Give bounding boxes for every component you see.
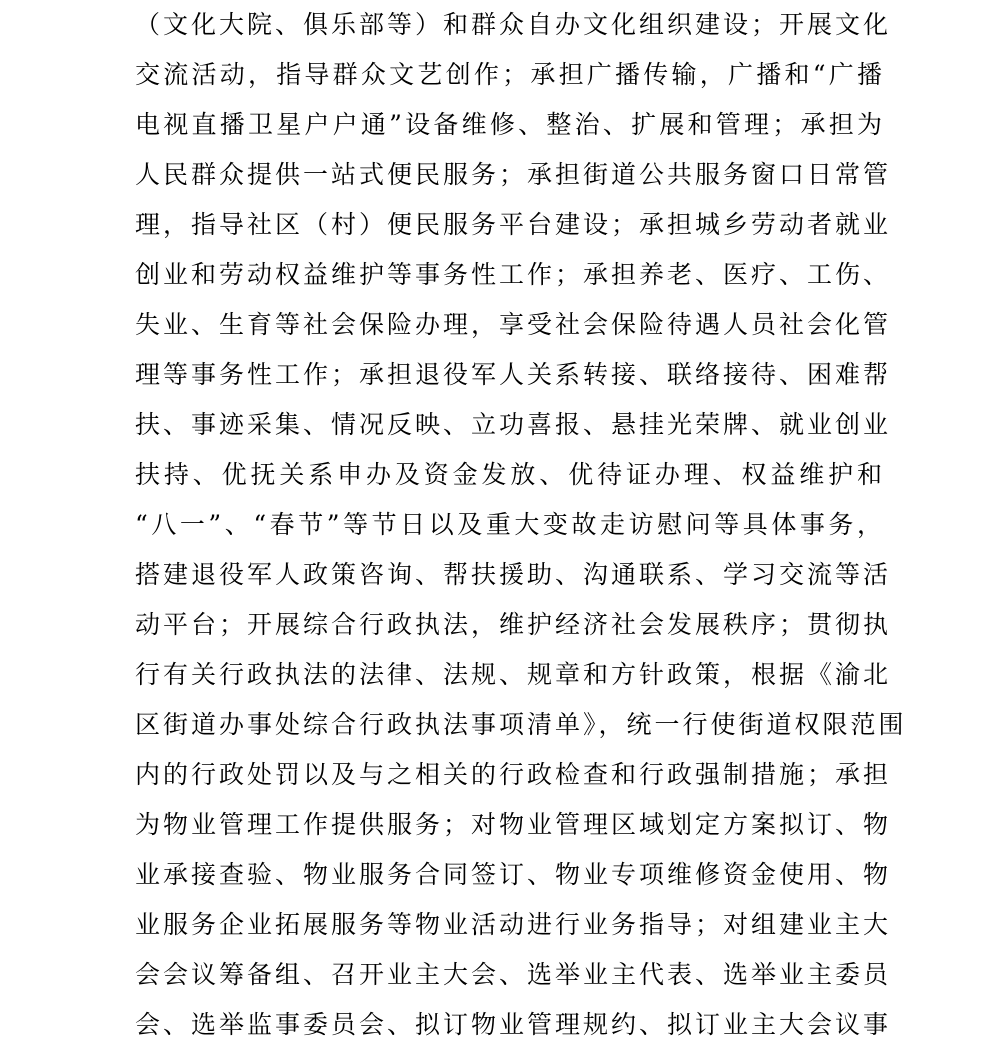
paragraph-line: 为物业管理工作提供服务；对物业管理区域划定方案拟订、物: [135, 810, 892, 839]
paragraph-line: 业承接查验、物业服务合同签订、物业专项维修资金使用、物: [135, 860, 892, 889]
paragraph-line: 业服务企业拓展服务等物业活动进行业务指导；对组建业主大: [135, 910, 892, 939]
paragraph-line: 搭建退役军人政策咨询、帮扶援助、沟通联系、学习交流等活: [135, 560, 892, 589]
paragraph-line: 交流活动，指导群众文艺创作；承担广播传输，广播和“广播: [135, 60, 885, 89]
paragraph-line: 创业和劳动权益维护等事务性工作；承担养老、医疗、工伤、: [135, 260, 892, 289]
paragraph-line: 失业、生育等社会保险办理，享受社会保险待遇人员社会化管: [135, 310, 892, 339]
paragraph-line: 行有关行政执法的法律、法规、规章和方针政策，根据《渝北: [135, 660, 892, 689]
paragraph-line: 理，指导社区（村）便民服务平台建设；承担城乡劳动者就业: [135, 210, 892, 239]
paragraph-line: 理等事务性工作；承担退役军人关系转接、联络接待、困难帮: [135, 360, 892, 389]
paragraph-line: 动平台；开展综合行政执法，维护经济社会发展秩序；贯彻执: [135, 610, 892, 639]
paragraph-line: 扶持、优抚关系申办及资金发放、优待证办理、权益维护和: [135, 460, 885, 489]
paragraph-line: 人民群众提供一站式便民服务；承担街道公共服务窗口日常管: [135, 160, 892, 189]
paragraph-line: （文化大院、俱乐部等）和群众自办文化组织建设；开展文化: [135, 10, 892, 39]
paragraph-line: 区街道办事处综合行政执法事项清单》，统一行使街道权限范围: [135, 710, 907, 739]
paragraph-line: 会、选举监事委员会、拟订物业管理规约、拟订业主大会议事: [135, 1010, 892, 1039]
paragraph-line: “八一”、“春节”等节日以及重大变故走访慰问等具体事务，: [135, 510, 885, 539]
paragraph-line: 电视直播卫星户户通”设备维修、整治、扩展和管理；承担为: [135, 110, 885, 139]
paragraph-line: 扶、事迹采集、情况反映、立功喜报、悬挂光荣牌、就业创业: [135, 410, 892, 439]
paragraph-line: 会会议筹备组、召开业主大会、选举业主代表、选举业主委员: [135, 960, 892, 989]
paragraph-line: 内的行政处罚以及与之相关的行政检查和行政强制措施；承担: [135, 760, 892, 789]
